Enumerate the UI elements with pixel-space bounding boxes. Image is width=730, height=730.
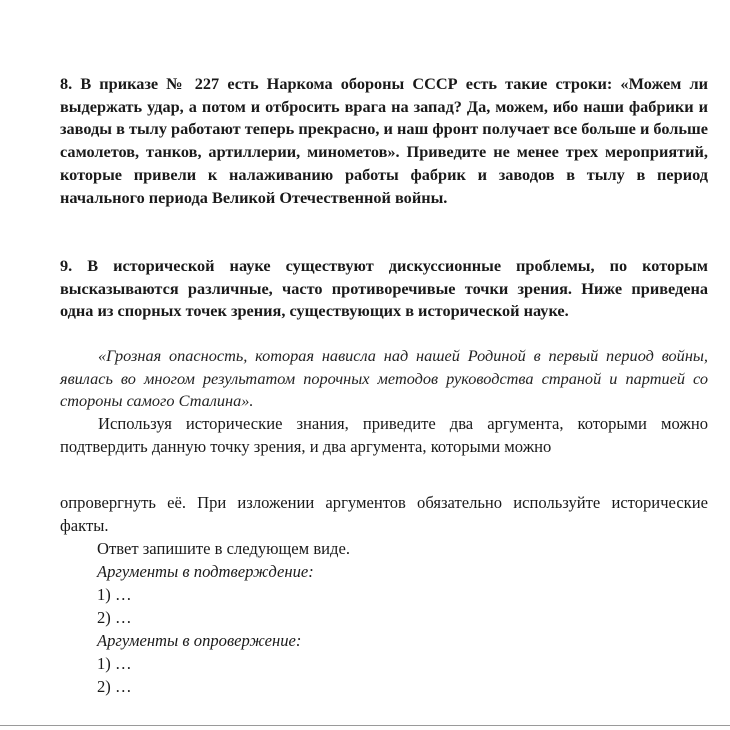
question-9-text: 9. В исторической науке существуют дискуссионные проблемы, по которым высказываются различные, часто противоречивые точки зрения. Ниже приведена одна из спорных точек зрения, существующих в исторической науке. [60,256,708,321]
refute-item-2: 2) … [97,677,132,696]
question-8-text: 8. В приказе № 227 есть Наркома обороны СССР есть такие строки: «Можем ли выдержать удар, а потом и отбросить врага на запад? Да, можем, ибо наши фабрики и заводы в тылу работают теперь прекрасно, и наш фронт получает все больше и больше самолетов, танков, артиллерии, минометов». Приведите не менее трех мероприятий, которые привели к налаживанию работы фабрик и заводов в тылу в период начального периода Великой Отечественной войны. [60,74,708,207]
refute-item-1: 1) … [97,654,132,673]
question-9-instruction-part2: опровергнуть её. При изложении аргументов обязательно используйте исторические факты. [60,493,708,535]
answer-format-line: Ответ запишите в следующем виде. [97,539,350,558]
confirm-item-1: 1) … [97,585,132,604]
bottom-divider [0,725,730,726]
question-9-instruction-part1: Используя исторические знания, приведите два аргумента, которыми можно подтвердить данную точку зрения, и два аргумента, которыми можно [60,414,708,456]
confirm-heading: Аргументы в подтверждение: [97,562,314,581]
confirm-item-2: 2) … [97,608,132,627]
question-9-quote: «Грозная опасность, которая нависла над нашей Родиной в первый период войны, явилась во многом результатом порочных методов руководства страной и партией со стороны самого Сталина». [60,346,708,411]
refute-heading: Аргументы в опровержение: [97,631,302,650]
